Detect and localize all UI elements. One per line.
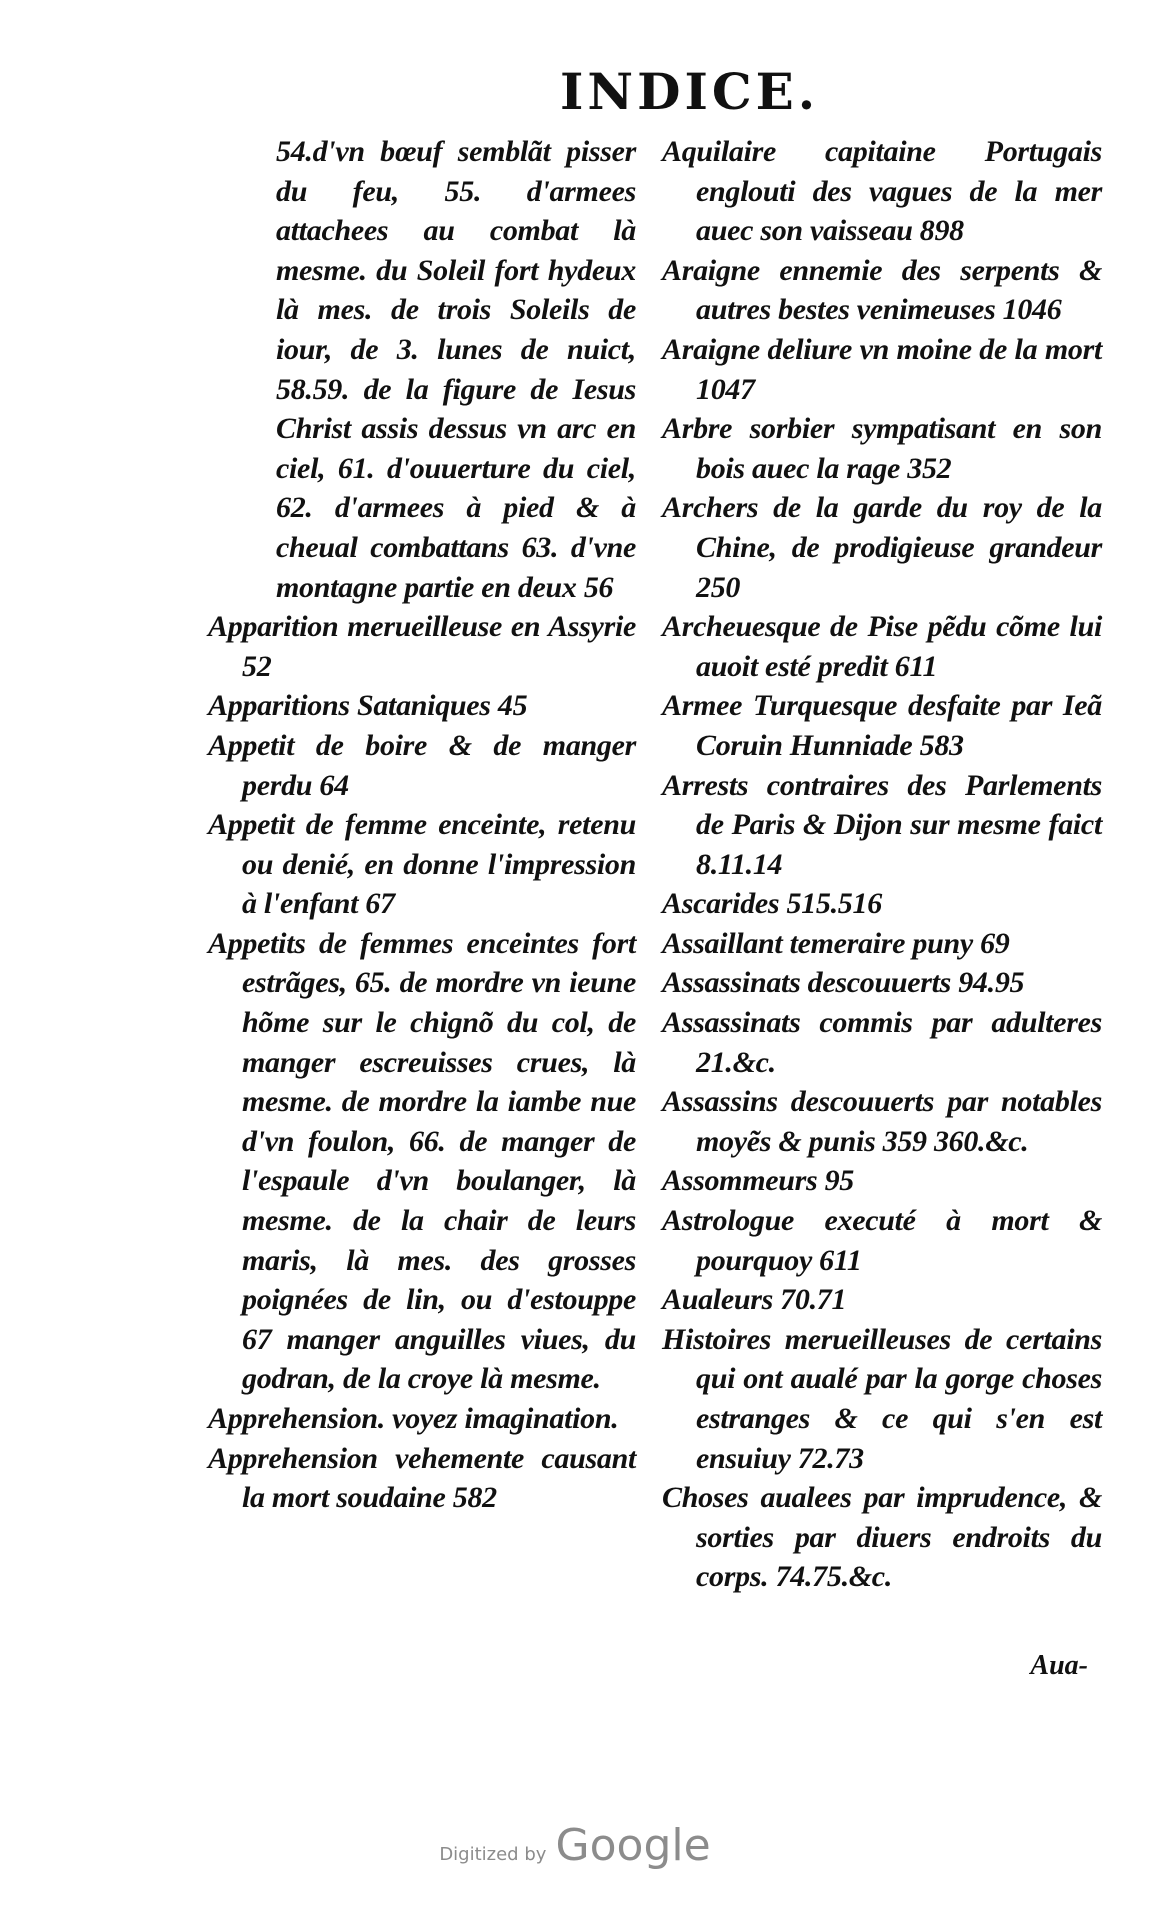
catchword: Aua- [1030,1650,1088,1681]
index-entry: Appetit de femme enceinte, retenu ou denié, en donne l'impression à l'enfant 67 [208,808,636,921]
index-entry: Armee Turquesque desfaite par Ieã Coruin Hunniade 583 [662,689,1102,762]
index-entry: Araigne deliure vn moine de la mort 1047 [662,332,1102,406]
index-entry: Astrologue executé à mort & pourquoy 611 [662,1204,1102,1277]
google-logo: Google [555,1820,711,1871]
index-entry: Arbre sorbier sympatisant en son bois auec la rage 352 [662,412,1102,485]
index-column-right [662,132,1102,1597]
index-entry: Apprehension. voyez imagination. [208,1402,619,1435]
index-entry: Apparitions Sataniques 45 [208,689,528,723]
digitized-footer [0,1820,1150,1871]
index-entry: Ascarides 515.516 [662,887,882,921]
running-head: INDICE. [560,62,820,121]
index-entry: Appetit de boire & de manger perdu 64 [208,728,636,802]
index-entry: Archeuesque de Pise pẽdu cõme lui auoit esté predit 611 [662,610,1102,683]
index-entry: Archers de la garde du roy de la Chine, de prodigieuse grandeur 250 [662,491,1102,604]
index-entry: Apprehension vehemente causant la mort soudaine 582 [208,1441,636,1515]
index-entry: Histoires merueilleuses de certains qui ont aualé par la gorge choses estranges & ce qui s'en est ensuiuy 72.73 [662,1322,1102,1475]
index-entry: Appetits de femmes enceintes fort estrãges, 65. de mordre vn ieune hõme sur le chignõ du col, de manger escreuisses crues, là mesme. de mordre la iambe nue d'vn foulon, 66. de manger de l'espaule d'vn boulanger, là mesme. de la chair de leurs maris, là mes. des grosses poignées de lin, ou d'estouppe 67 manger anguilles viues, du godran, de la croye là mesme. [208,926,636,1396]
index-entry: Choses aualees par imprudence, & sorties par diuers endroits du corps. 74.75.&c. [662,1481,1102,1594]
digitized-by-label: Digitized by [439,1844,547,1865]
index-entry: 54.d'vn bœuf semblãt pisser du feu, 55. d'armees attachees au combat là mesme. du Soleil fort hydeux là mes. de trois Soleils de iour, de 3. lunes de nuict, 58.59. de la figure de Iesus Christ assis dessus vn arc en ciel, 61. d'ouuerture du ciel, 62. d'armees à pied & à cheual combattans 63. d'vne montagne partie en deux 56 [276,135,636,604]
index-entry: Assassinats commis par adulteres 21.&c. [662,1006,1102,1079]
index-entry: Assaillant temeraire puny 69 [662,926,1010,960]
index-column-left [208,132,636,1518]
index-entry: Assassins descouuerts par notables moyẽs & punis 359 360.&c. [662,1085,1102,1158]
index-entry: Apparition merueilleuse en Assyrie 52 [208,610,636,683]
index-entry: Assommeurs 95 [662,1164,854,1198]
index-entry: Araigne ennemie des serpents & autres bestes venimeuses 1046 [662,253,1102,327]
index-entry: Aquilaire capitaine Portugais englouti des vagues de la mer auec son vaisseau 898 [662,135,1102,248]
index-entry: Aualeurs 70.71 [662,1283,847,1317]
index-entry: Assassinats descouuerts 94.95 [662,966,1025,1000]
index-entry: Arrests contraires des Parlements de Paris & Dijon sur mesme faict 8.11.14 [662,768,1102,881]
